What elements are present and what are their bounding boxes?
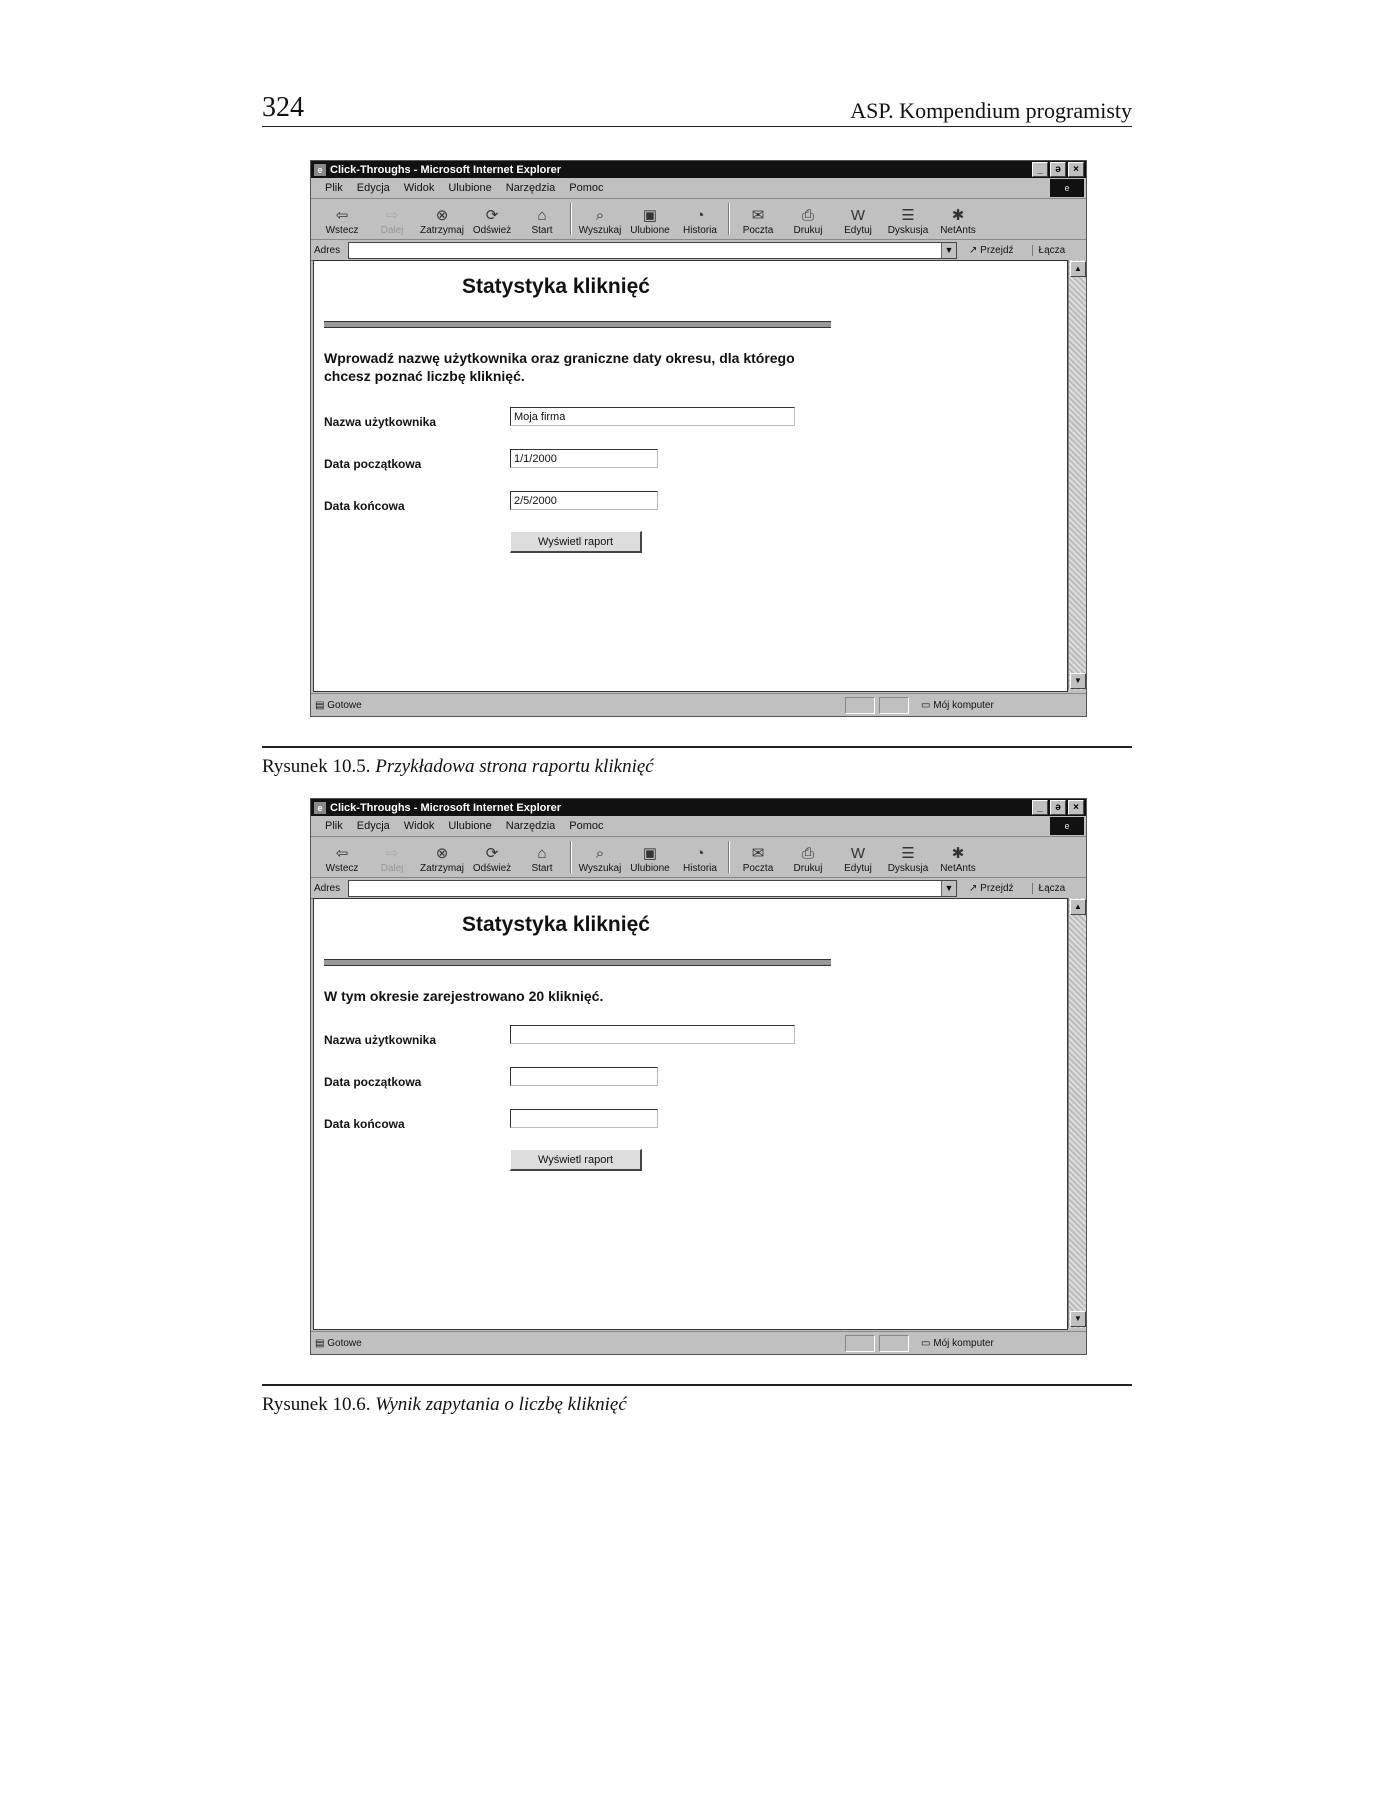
chevron-down-icon[interactable]: ▼	[941, 881, 956, 896]
stop-icon: ⊗	[435, 207, 449, 224]
stop-icon: ⊗	[435, 845, 449, 862]
page-icon: ▤	[315, 699, 325, 711]
discuss-icon: ☰	[901, 207, 915, 224]
caption-rule	[262, 1384, 1132, 1386]
start-date-label: Data początkowa	[324, 457, 422, 471]
mail-button[interactable]: ✉ Poczta	[733, 845, 783, 877]
status-cell	[845, 1335, 875, 1352]
computer-icon: ▭	[921, 699, 931, 711]
close-button[interactable]: ×	[1068, 162, 1084, 177]
netants-button[interactable]: ✱ NetAnts	[933, 207, 983, 239]
menu-bar	[311, 178, 1086, 199]
mail-button[interactable]: ✉ Poczta	[733, 207, 783, 239]
back-arrow-icon: ⇦	[335, 207, 349, 224]
chevron-down-icon[interactable]: ▼	[941, 243, 956, 258]
zone-indicator: ▭ Mój komputer	[921, 1337, 994, 1349]
caption-rule	[262, 746, 1132, 748]
forward-button[interactable]: ⇨ Dalej	[367, 845, 417, 877]
favorites-icon: ▣	[642, 845, 658, 862]
history-button[interactable]: ◔ Historia	[675, 207, 725, 239]
scroll-down-icon[interactable]: ▼	[1070, 1311, 1086, 1327]
caption-label: Rysunek 10.5.	[262, 756, 371, 777]
caption-text: Przykładowa strona raportu kliknięć	[375, 756, 654, 777]
caption-label: Rysunek 10.6.	[262, 1394, 371, 1415]
scroll-down-icon[interactable]: ▼	[1070, 673, 1086, 689]
links-button[interactable]: Łącza	[1032, 883, 1066, 894]
maximize-button[interactable]: ə	[1050, 162, 1066, 177]
browser-screenshot-2	[310, 798, 1087, 1355]
toolbar	[311, 837, 1086, 878]
show-report-button[interactable]: Wyświetl raport	[510, 531, 642, 553]
page-viewport	[313, 260, 1068, 692]
go-arrow-icon: ↗	[969, 882, 978, 894]
close-button[interactable]: ×	[1068, 800, 1084, 815]
discuss-button[interactable]: ☰ Dyskusja	[883, 207, 933, 239]
zone-indicator: ▭ Mój komputer	[921, 699, 994, 711]
links-button[interactable]: Łącza	[1032, 245, 1066, 256]
menu-favorites[interactable]: Ulubione	[448, 182, 492, 194]
username-label: Nazwa użytkownika	[324, 1033, 437, 1047]
refresh-button[interactable]: ⟳ Odśwież	[467, 845, 517, 877]
history-icon: ◔	[695, 207, 705, 224]
start-date-label: Data początkowa	[324, 1075, 422, 1089]
window-title: Click-Throughs - Microsoft Internet Explorer	[330, 801, 562, 814]
status-bar	[311, 1331, 1086, 1354]
print-icon: ⎙	[801, 207, 814, 224]
address-bar	[311, 240, 1086, 261]
stop-button[interactable]: ⊗ Zatrzymaj	[417, 845, 467, 877]
favorites-button[interactable]: ▣ Ulubione	[625, 207, 675, 239]
page-heading: Statystyka kliknięć	[462, 913, 650, 936]
favorites-icon: ▣	[642, 207, 658, 224]
home-icon: ⌂	[537, 207, 547, 224]
forward-arrow-icon: ⇨	[385, 845, 399, 862]
search-button[interactable]: ⌕ Wyszukaj	[575, 207, 625, 239]
refresh-icon: ⟳	[485, 207, 499, 224]
start-date-input[interactable]	[510, 1067, 658, 1086]
address-input[interactable]	[348, 242, 957, 259]
status-cell	[879, 1335, 909, 1352]
menu-edit[interactable]: Edycja	[356, 820, 390, 832]
forward-arrow-icon: ⇨	[385, 207, 399, 224]
home-icon: ⌂	[537, 845, 547, 862]
go-button[interactable]: ↗ Przejdź	[969, 882, 1014, 894]
page-heading: Statystyka kliknięć	[462, 275, 650, 298]
address-label: Adres	[314, 882, 341, 894]
browser-screenshot-1	[310, 160, 1087, 717]
intro-text: Wprowadź nazwę użytkownika oraz graniczne daty okresu, dla którego chcesz poznać liczbę kliknięć.	[324, 350, 795, 384]
menu-view[interactable]: Widok	[403, 820, 435, 832]
history-icon: ◔	[695, 845, 705, 862]
horizontal-rule	[324, 321, 831, 328]
figure-caption-2	[262, 1394, 627, 1416]
search-icon: ⌕	[595, 845, 605, 862]
username-input[interactable]	[510, 1025, 795, 1044]
minimize-button[interactable]: _	[1032, 162, 1048, 177]
netants-button[interactable]: ✱ NetAnts	[933, 845, 983, 877]
edit-icon: W	[850, 845, 866, 862]
end-date-label: Data końcowa	[324, 1117, 405, 1131]
end-date-input[interactable]: 2/5/2000	[510, 491, 658, 510]
throbber-icon: e	[1050, 179, 1084, 197]
stop-button[interactable]: ⊗ Zatrzymaj	[417, 207, 467, 239]
horizontal-rule	[324, 959, 831, 966]
print-icon: ⎙	[801, 845, 814, 862]
menu-tools[interactable]: Narzędzia	[505, 182, 556, 194]
status-text: ▤ Gotowe	[315, 1337, 362, 1349]
menu-favorites[interactable]: Ulubione	[448, 820, 492, 832]
print-button[interactable]: ⎙ Drukuj	[783, 845, 833, 877]
history-button[interactable]: ◔ Historia	[675, 845, 725, 877]
back-button[interactable]: ⇦ Wstecz	[317, 845, 367, 877]
edit-button[interactable]: W Edytuj	[833, 207, 883, 239]
status-bar	[311, 693, 1086, 716]
caption-text: Wynik zapytania o liczbę kliknięć	[375, 1394, 627, 1415]
favorites-button[interactable]: ▣ Ulubione	[625, 845, 675, 877]
menu-bar	[311, 816, 1086, 837]
edit-icon: W	[850, 207, 866, 224]
maximize-button[interactable]: ə	[1050, 800, 1066, 815]
page-header	[262, 92, 1132, 127]
computer-icon: ▭	[921, 1337, 931, 1349]
vertical-scrollbar[interactable]	[1068, 260, 1086, 690]
home-button[interactable]: ⌂ Start	[517, 207, 567, 239]
status-cell	[879, 697, 909, 714]
home-button[interactable]: ⌂ Start	[517, 845, 567, 877]
go-arrow-icon: ↗	[969, 244, 978, 256]
scroll-up-icon[interactable]: ▲	[1070, 899, 1086, 915]
ie-logo-icon: e	[314, 802, 326, 814]
back-button[interactable]: ⇦ Wstecz	[317, 207, 367, 239]
scroll-up-icon[interactable]: ▲	[1070, 261, 1086, 277]
go-button[interactable]: ↗ Przejdź	[969, 244, 1014, 256]
address-input[interactable]	[348, 880, 957, 897]
edit-button[interactable]: W Edytuj	[833, 845, 883, 877]
menu-tools[interactable]: Narzędzia	[505, 820, 556, 832]
menu-help[interactable]: Pomoc	[569, 820, 604, 832]
book-title: ASP. Kompendium programisty	[850, 98, 1132, 123]
window-title: Click-Throughs - Microsoft Internet Explorer	[330, 163, 562, 176]
refresh-icon: ⟳	[485, 845, 499, 862]
discuss-button[interactable]: ☰ Dyskusja	[883, 845, 933, 877]
address-bar	[311, 878, 1086, 899]
menu-file[interactable]: Plik	[325, 820, 343, 832]
result-text: W tym okresie zarejestrowano 20 kliknięć.	[324, 988, 604, 1004]
end-date-label: Data końcowa	[324, 499, 405, 513]
window-titlebar	[311, 799, 1086, 816]
minimize-button[interactable]: _	[1032, 800, 1048, 815]
ie-logo-icon: e	[314, 164, 326, 176]
status-cell	[845, 697, 875, 714]
show-report-button[interactable]: Wyświetl raport	[510, 1149, 642, 1171]
menu-view[interactable]: Widok	[403, 182, 435, 194]
end-date-input[interactable]	[510, 1109, 658, 1128]
username-input[interactable]: Moja firma	[510, 407, 795, 426]
page-number: 324	[262, 92, 304, 123]
search-button[interactable]: ⌕ Wyszukaj	[575, 845, 625, 877]
vertical-scrollbar[interactable]	[1068, 898, 1086, 1328]
toolbar	[311, 199, 1086, 240]
discuss-icon: ☰	[901, 845, 915, 862]
menu-help[interactable]: Pomoc	[569, 182, 604, 194]
figure-caption-1	[262, 756, 654, 778]
window-titlebar	[311, 161, 1086, 178]
menu-edit[interactable]: Edycja	[356, 182, 390, 194]
address-label: Adres	[314, 244, 341, 256]
print-button[interactable]: ⎙ Drukuj	[783, 207, 833, 239]
search-icon: ⌕	[595, 207, 605, 224]
throbber-icon: e	[1050, 817, 1084, 835]
mail-icon: ✉	[751, 845, 765, 862]
start-date-input[interactable]: 1/1/2000	[510, 449, 658, 468]
refresh-button[interactable]: ⟳ Odśwież	[467, 207, 517, 239]
status-text: ▤ Gotowe	[315, 699, 362, 711]
back-arrow-icon: ⇦	[335, 845, 349, 862]
forward-button[interactable]: ⇨ Dalej	[367, 207, 417, 239]
mail-icon: ✉	[751, 207, 765, 224]
page-icon: ▤	[315, 1337, 325, 1349]
menu-file[interactable]: Plik	[325, 182, 343, 194]
username-label: Nazwa użytkownika	[324, 415, 437, 429]
netants-icon: ✱	[951, 207, 965, 224]
netants-icon: ✱	[951, 845, 965, 862]
page-viewport	[313, 898, 1068, 1330]
